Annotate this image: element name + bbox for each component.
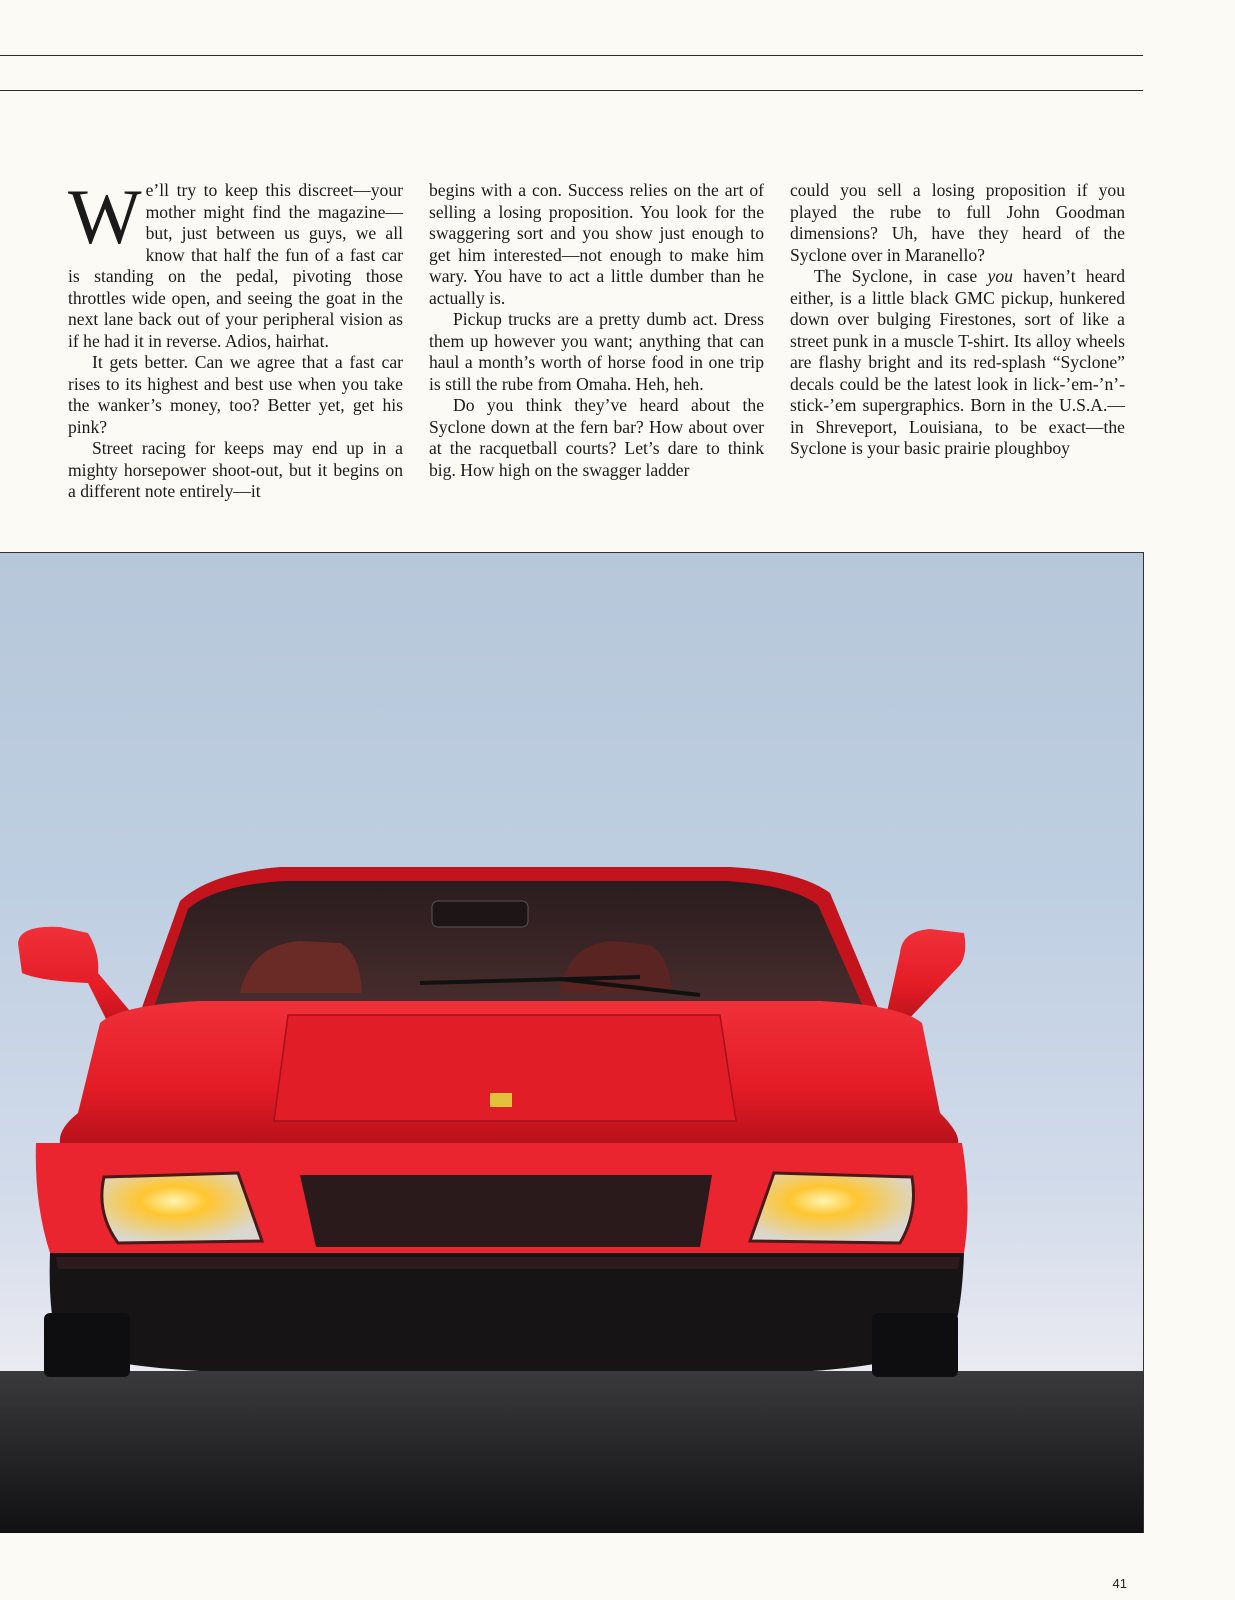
grille (300, 1175, 712, 1247)
fog-lamp-right (750, 1173, 914, 1243)
car-illustration (0, 553, 1143, 1533)
paragraph (68, 173, 403, 352)
paragraph: Street racing for keeps may end up in a mighty horsepower shoot-out, but it begins on a different note entirely—it (68, 438, 403, 501)
article-body (68, 173, 1125, 503)
paragraph (790, 266, 1125, 460)
emphasis: you (987, 266, 1013, 286)
car-photo (0, 552, 1144, 1533)
ground (0, 1371, 1143, 1533)
paragraph: begins with a con. Success relies on the art of selling a losing proposition. You look for the swaggering sort and you show just enough to get him interested—not enough to make him wary. You have to act a little dumber than he actually is. (429, 180, 764, 308)
paragraph: It gets better. Can we agree that a fast car rises to its highest and best use when you take the wanker’s money, too? Better yet, get his pink? (68, 352, 403, 437)
column-1 (68, 173, 403, 503)
fog-lamp-left (102, 1173, 262, 1243)
valance-lip (56, 1257, 960, 1269)
second-rule (0, 90, 1143, 91)
paragraph: could you sell a losing proposition if you played the rube to full John Goodman dimensions? Uh, have they heard of the Syclone over in Maranello? (790, 180, 1125, 265)
paragraph-text: The Syclone, in case (814, 266, 988, 286)
tire-right (872, 1313, 958, 1377)
tire-left (44, 1313, 130, 1377)
paragraph: Pickup trucks are a pretty dumb act. Dress them up however you want; anything that can haul a month’s worth of horse food in one trip is still the rube from Omaha. Heh, heh. (429, 309, 764, 394)
paragraph: Do you think they’ve heard about the Syclone down at the fern bar? How about over at the racquetball courts? Let’s dare to think big. How high on the swagger ladder (429, 395, 764, 480)
lower-valance (50, 1253, 964, 1371)
top-rule (0, 55, 1143, 56)
column-2 (429, 180, 764, 503)
rearview-mirror (432, 901, 528, 927)
paragraph-text: e’ll try to keep this discreet—your mother might find the magazine—but, just between us guys, we all know that half the fun of a fast car is standing on the pedal, pivoting those throttles wide open, and seeing the goat in the next lane back out of your peripheral vision as if he had it in reverse. Adios, hairhat. (68, 180, 403, 351)
page-number: 41 (1112, 1576, 1127, 1591)
right-mirror (885, 929, 965, 1023)
drop-cap: W (68, 173, 142, 260)
column-3 (790, 180, 1125, 503)
badge (490, 1093, 512, 1107)
paragraph-text: haven’t heard either, is a little black GMC pickup, hunkered down over bulging Firestones, sort of like a street punk in a muscle T-shirt. Its alloy wheels are flashy bright and its red-splash “Syclone” decals could be the latest look in lick-’em-’n’-stick-’em supergraphics. Born in the U.S.A.—in Shreveport, Louisiana, to be exact—the Syclone is your basic prairie ploughboy (790, 266, 1125, 458)
